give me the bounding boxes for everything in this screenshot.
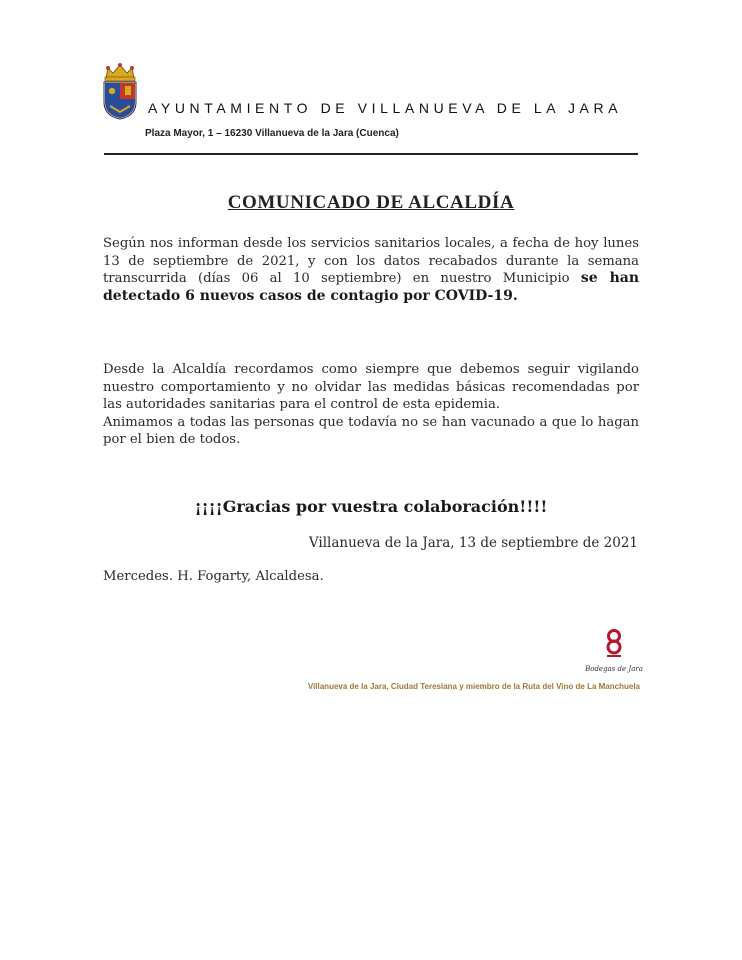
municipal-crest-icon — [100, 62, 140, 120]
wine-route-logo-icon — [585, 628, 643, 678]
organization-address: Plaza Mayor, 1 – 16230 Villanueva de la Jara (Cuenca) — [145, 128, 399, 139]
thanks-line: ¡¡¡¡Gracias por vuestra colaboración!!!! — [194, 497, 548, 516]
footer-tagline: Villanueva de la Jara, Ciudad Teresiana y miembro de la Ruta del Vino de La Manchuela — [307, 682, 640, 691]
header-divider — [104, 153, 638, 155]
place-date: Villanueva de la Jara, 13 de septiembre de 2021 — [308, 535, 638, 551]
covid-cases-paragraph — [103, 235, 639, 305]
recommendation-paragraph — [103, 361, 639, 449]
signature-line: Mercedes. H. Fogarty, Alcaldesa. — [103, 569, 324, 584]
logo-script-text: Bodegas de Jara — [585, 665, 643, 673]
recommendation-line: Desde la Alcaldía recordamos como siempre que debemos seguir vigilando nuestro comportamiento y no olvidar las medidas básicas recomendadas por las autoridades sanitarias para el control de esta epidemia. — [103, 362, 639, 413]
covid-cases-text: Según nos informan desde los servicios sanitarios locales, a fecha de hoy lunes 13 de septiembre de 2021, y con los datos recabados durante la semana transcurrida (días 06 al 10 septiembre) en nuestro Municipio — [103, 236, 639, 287]
covid-cases-highlight: se han detectado 6 nuevos casos de contagio por COVID-19. — [103, 270, 640, 304]
organization-name: AYUNTAMIENTO DE VILLANUEVA DE LA JARA — [148, 100, 623, 116]
document-title: COMUNICADO DE ALCALDÍA — [227, 192, 515, 213]
vaccination-line: Animamos a todas las personas que todavía no se han vacunado a que lo hagan por el bien de todos. — [103, 414, 639, 448]
